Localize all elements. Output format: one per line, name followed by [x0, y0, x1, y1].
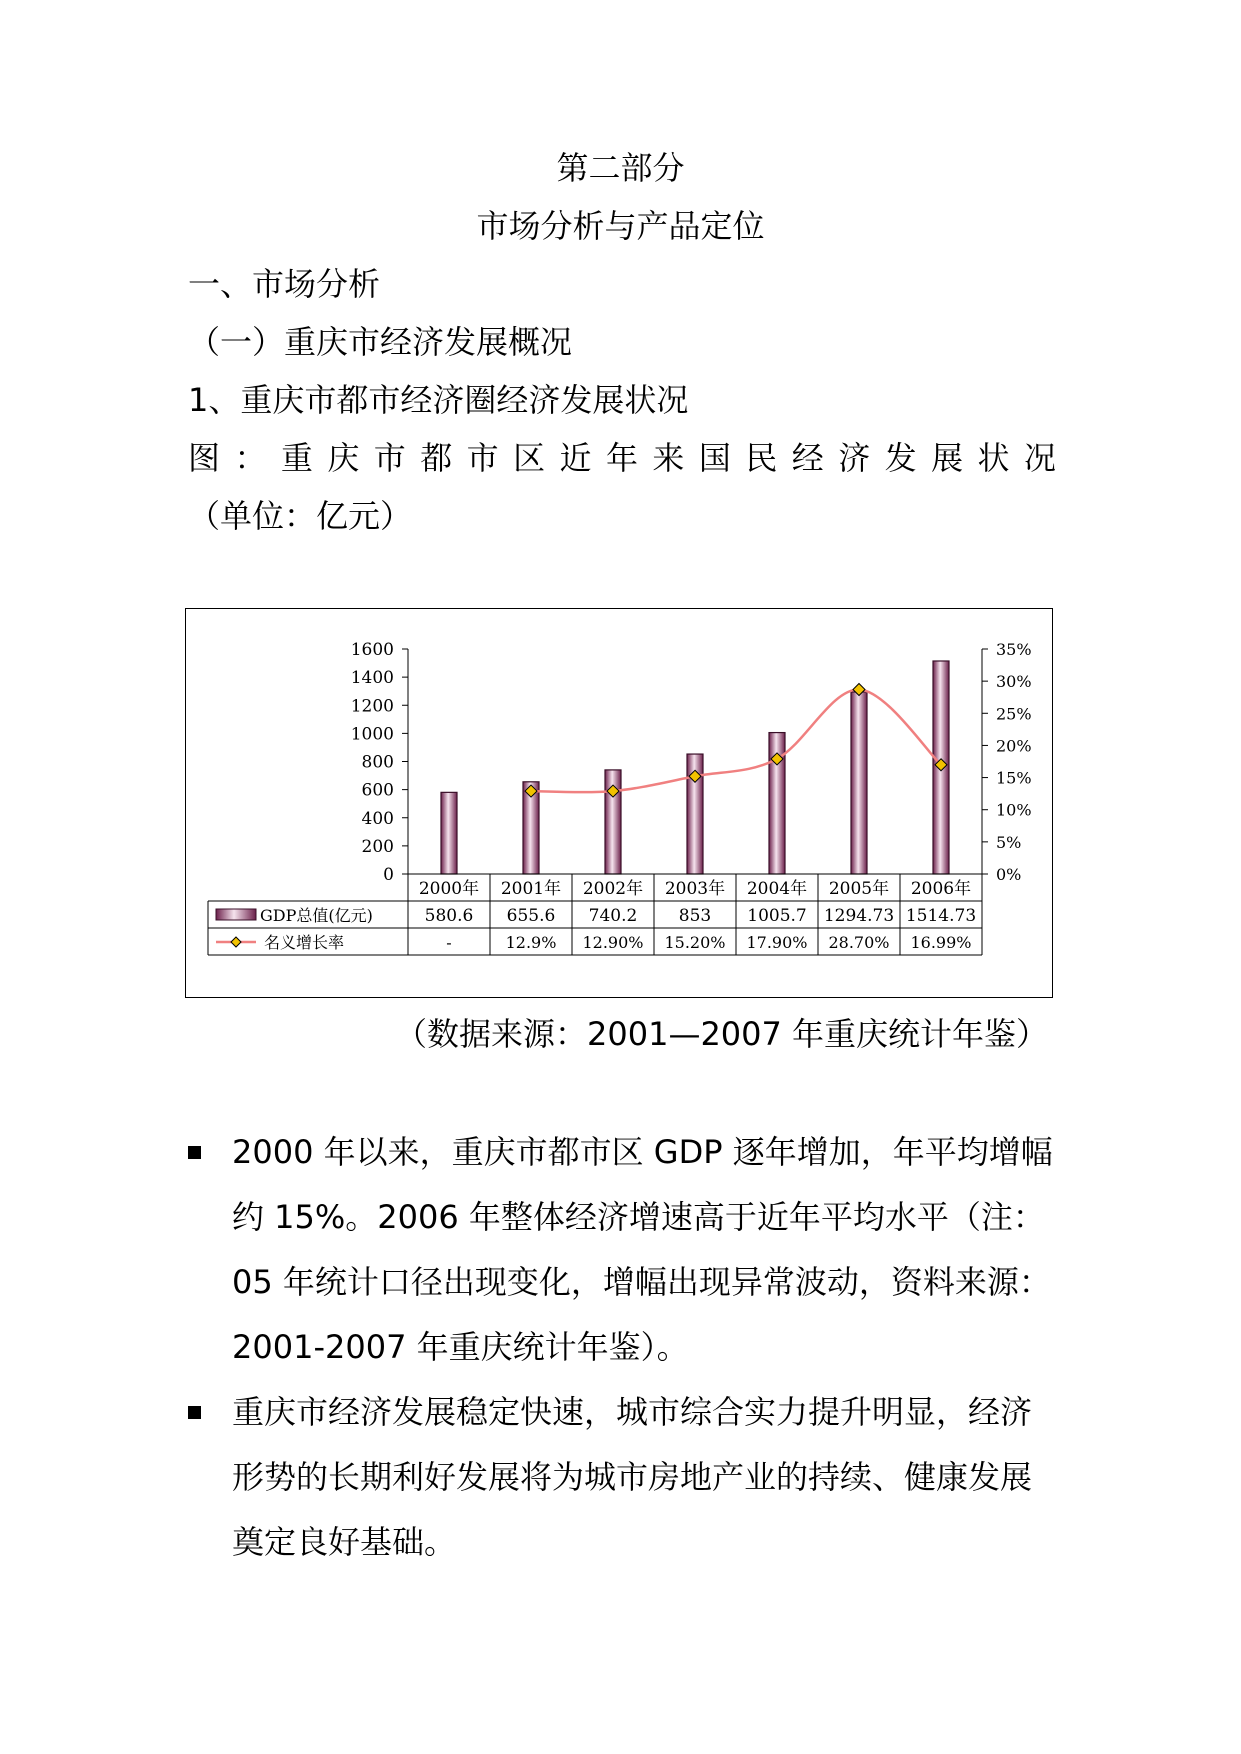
y-left-tick-label: 800 [361, 752, 394, 773]
data-label-gdp: 740.2 [588, 906, 638, 926]
y-right-tick-label: 25% [996, 704, 1032, 724]
figure-unit: （单位：亿元） [188, 497, 413, 535]
y-left-tick-label: 1000 [350, 724, 394, 745]
legend-label-growth: 名义增长率 [264, 933, 345, 952]
bullet-paragraph-2: 重庆市经济发展稳定快速，城市综合实力提升明显，经济形势的长期利好发展将为城市房地产业的持续、健康发展奠定良好基础。 [232, 1393, 1033, 1561]
y-left-tick-label: 1600 [350, 640, 394, 660]
y-right-tick-label: 20% [996, 736, 1032, 756]
y-left-tick-label: 1200 [350, 696, 394, 717]
y-right-tick-label: 35% [996, 640, 1032, 659]
heading-metro-economy: 1、重庆市都市经济圈经济发展状况 [188, 381, 689, 419]
x-tick-label: 2000年 [418, 879, 480, 899]
data-label-gdp: 1294.73 [823, 906, 895, 926]
y-right-tick-label: 5% [996, 832, 1022, 852]
legend-label-gdp: GDP总值(亿元) [260, 906, 373, 925]
bar-gdp [851, 692, 867, 874]
x-tick-label: 2004年 [746, 879, 808, 899]
bullet-marker [188, 1146, 201, 1159]
y-right-tick-label: 30% [996, 672, 1032, 692]
legend-swatch-gdp [216, 909, 256, 920]
heading-market-analysis: 一、市场分析 [188, 265, 381, 303]
x-tick-label: 2002年 [582, 879, 644, 899]
data-label-growth: 12.90% [582, 933, 644, 952]
gdp-chart-svg [186, 609, 1052, 997]
y-right-tick-label: 15% [996, 768, 1032, 788]
data-label-gdp: 853 [678, 906, 712, 926]
data-label-growth: 12.9% [505, 933, 557, 952]
x-tick-label: 2003年 [664, 879, 726, 899]
figure-caption: 图：重庆市都市区近年来国民经济发展状况 [188, 439, 1058, 477]
bullet-paragraph-1: 2000 年以来，重庆市都市区 GDP 逐年增加，年平均增幅约 15%。2006 年整体经济增速高于近年平均水平（注：05 年统计口径出现变化，增幅出现异常波动，资料来源：2001-2007 年重庆统计年鉴）。 [232, 1133, 1053, 1366]
data-label-gdp: 580.6 [424, 906, 474, 926]
series-line-growth [531, 689, 941, 792]
bar-gdp [441, 792, 457, 874]
data-label-gdp: 655.6 [506, 906, 556, 926]
part-title: 第二部分 [556, 149, 685, 187]
legend-swatch-growth-marker [231, 937, 241, 947]
y-left-tick-label: 0 [383, 865, 394, 885]
data-label-growth: 17.90% [746, 933, 808, 952]
data-label-gdp: 1514.73 [905, 906, 977, 926]
y-right-tick-label: 0% [996, 865, 1022, 884]
data-label-gdp: 1005.7 [747, 906, 807, 926]
section-title: 市场分析与产品定位 [476, 207, 765, 245]
data-label-growth: 15.20% [664, 933, 726, 952]
data-label-growth: 28.70% [828, 933, 890, 952]
x-tick-label: 2006年 [910, 879, 972, 899]
x-tick-label: 2001年 [500, 879, 562, 899]
y-left-tick-label: 600 [361, 780, 394, 801]
gdp-chart [185, 608, 1053, 998]
data-label-growth: - [446, 933, 452, 952]
y-left-tick-label: 1400 [350, 668, 394, 689]
y-left-tick-label: 200 [361, 836, 394, 857]
y-left-tick-label: 400 [361, 808, 394, 829]
bullet-marker [188, 1406, 201, 1419]
data-label-growth: 16.99% [910, 933, 972, 952]
heading-economy-overview: （一）重庆市经济发展概况 [188, 323, 573, 361]
data-source: （数据来源：2001—2007 年重庆统计年鉴） [395, 1015, 1049, 1053]
x-tick-label: 2005年 [828, 879, 890, 899]
y-right-tick-label: 10% [996, 800, 1032, 820]
